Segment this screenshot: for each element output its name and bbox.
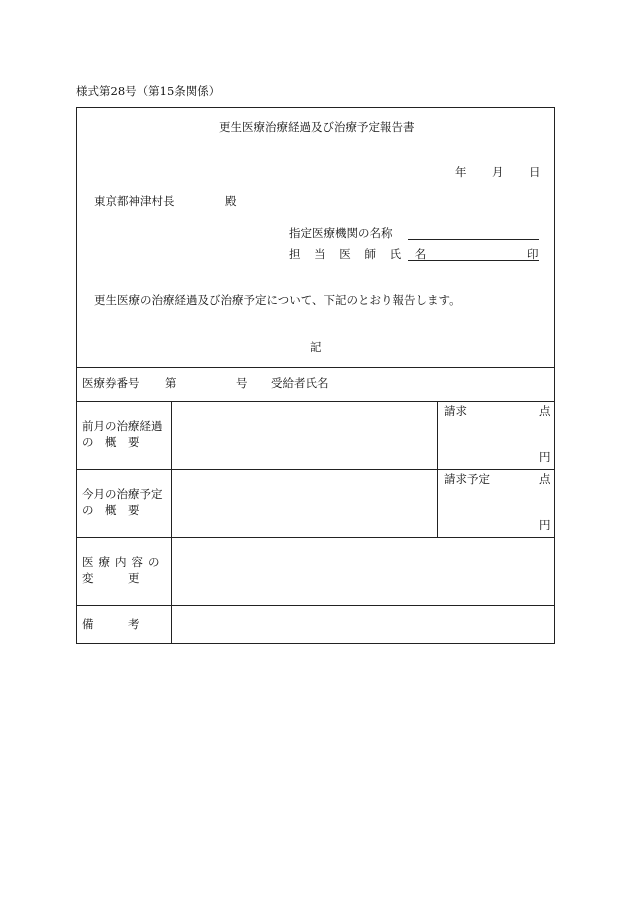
ticket-dai-label: 第: [165, 376, 177, 390]
intro-sentence: 更生医療の治療経過及び治療予定について、下記のとおり報告します。: [94, 293, 461, 307]
institution-underline: [408, 239, 539, 240]
label-column-divider: [171, 401, 172, 644]
addressee-honorific: 殿: [225, 194, 237, 208]
current-billing-label: 請求予定: [444, 472, 490, 486]
ki-heading: 記: [310, 340, 322, 354]
seal-mark: 印: [527, 247, 539, 261]
previous-points-unit: 点: [539, 404, 551, 418]
addressee-name: 東京都神津村長: [94, 194, 175, 208]
date-month-label: 月: [492, 165, 504, 179]
ticket-go-label: 号: [236, 376, 248, 390]
divider-current-bottom: [76, 537, 555, 538]
previous-label-line1: 前月の治療経過: [82, 419, 163, 433]
doctor-label: 担 当 医 師 氏 名: [289, 247, 432, 261]
change-label-line2: 変 更: [82, 571, 140, 585]
divider-previous-bottom: [76, 469, 555, 470]
current-yen-unit: 円: [539, 518, 551, 532]
form-title: 更生医療治療経過及び治療予定報告書: [219, 120, 415, 134]
doctor-underline: [408, 260, 539, 261]
institution-label: 指定医療機関の名称: [289, 226, 393, 240]
divider-change-bottom: [76, 605, 555, 606]
recipient-name-label: 受給者氏名: [271, 376, 329, 390]
divider-ticket-bottom: [76, 401, 555, 402]
divider-ticket-top: [76, 367, 555, 368]
remarks-label: 備 考: [82, 617, 140, 631]
current-label-line2: の 概 要: [82, 503, 140, 517]
current-points-unit: 点: [539, 472, 551, 486]
date-year-label: 年: [455, 165, 467, 179]
current-label-line1: 今月の治療予定: [82, 487, 163, 501]
form-number: 様式第28号（第15条関係）: [76, 84, 221, 98]
previous-yen-unit: 円: [539, 450, 551, 464]
previous-billing-label: 請求: [444, 404, 467, 418]
billing-column-divider: [437, 401, 438, 537]
date-day-label: 日: [529, 165, 541, 179]
ticket-number-label: 医療券番号: [82, 376, 140, 390]
previous-label-line2: の 概 要: [82, 435, 140, 449]
change-label-line1: 医療内容の: [82, 555, 165, 569]
